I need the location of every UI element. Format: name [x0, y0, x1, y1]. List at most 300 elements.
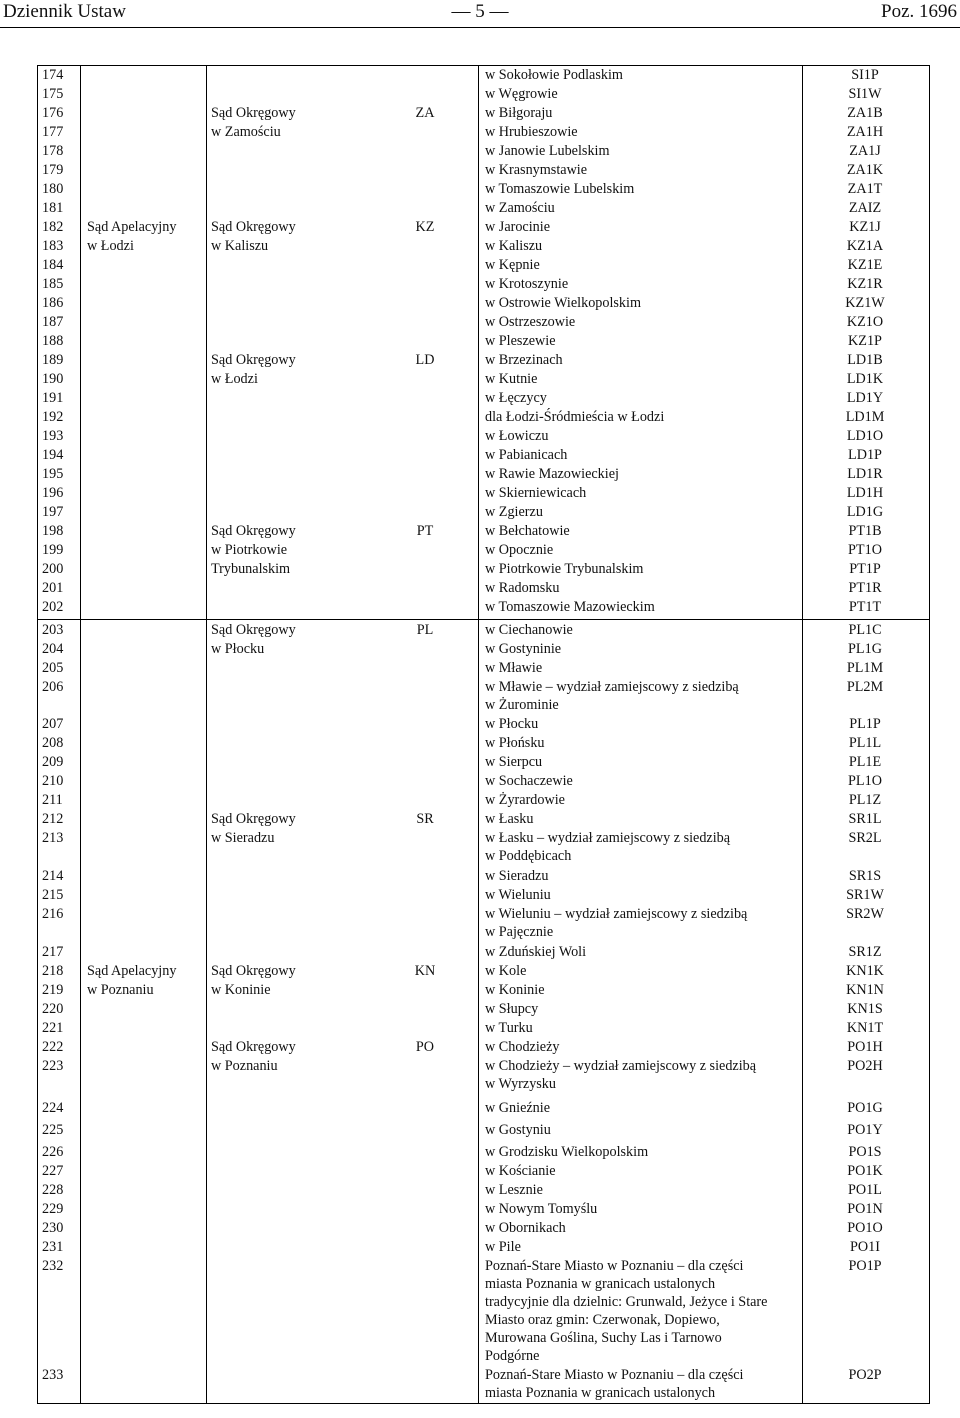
court-symbol: ZA1H: [846, 124, 884, 140]
district-court-name-line: w Pleszewie: [485, 333, 556, 349]
appeal-court: w Poznaniu: [87, 982, 154, 998]
regional-court: w Poznaniu: [211, 1058, 278, 1074]
court-symbol: KN1T: [846, 1020, 884, 1036]
district-court-name: [485, 522, 570, 540]
row-number: 223: [42, 1058, 64, 1074]
regional-court: w Sieradzu: [211, 830, 275, 846]
district-court-name: [485, 446, 567, 464]
table-row: [38, 1162, 929, 1181]
journal-title: Dziennik Ustaw: [3, 1, 126, 22]
court-symbol: PO2H: [847, 1058, 883, 1074]
table-row: [38, 142, 929, 161]
table-row: [38, 560, 929, 579]
row-number: 196: [42, 485, 64, 501]
district-court-name: [485, 640, 561, 658]
district-court-name-line: w Bełchatowie: [485, 523, 570, 539]
district-court-name: [485, 427, 548, 445]
table-row: [38, 981, 929, 1000]
row-number: 207: [42, 716, 64, 732]
table-row: [38, 678, 929, 715]
district-court-name: [485, 1121, 551, 1139]
header-rule: [0, 27, 960, 28]
district-court-name-line: w Zamościu: [485, 200, 555, 216]
row-number: 200: [42, 561, 64, 577]
district-court-name: [485, 1057, 756, 1093]
district-court-name: [485, 678, 739, 714]
row-number: 212: [42, 811, 64, 827]
district-court-name-line: w Płocku: [485, 716, 539, 732]
district-court-name: [485, 218, 550, 236]
court-symbol: PO1I: [850, 1239, 880, 1255]
district-court-name-line: w Chodzieży: [485, 1039, 560, 1055]
table-row: [38, 1038, 929, 1057]
row-number: 198: [42, 523, 64, 539]
court-symbol: LD1K: [846, 371, 884, 387]
court-code: ZA: [415, 105, 435, 121]
district-court-name-line: w Pabianicach: [485, 447, 568, 463]
regional-court: Sąd Okręgowy: [211, 811, 296, 827]
district-court-name: [485, 123, 578, 141]
district-court-name-line: w Łowiczu: [485, 428, 549, 444]
table-row: [38, 313, 929, 332]
district-court-name: [485, 886, 551, 904]
court-symbol: PO1H: [847, 1039, 883, 1055]
district-court-name-line: w Kaliszu: [485, 238, 543, 254]
court-symbol: ZAIZ: [848, 200, 882, 216]
row-number: 217: [42, 944, 64, 960]
district-court-name-line: w Opocznie: [485, 542, 554, 558]
row-number: 225: [42, 1122, 64, 1138]
district-court-name: [485, 810, 533, 828]
table-row: [38, 640, 929, 659]
district-court-name: [485, 1143, 648, 1161]
court-symbol: KZ1P: [848, 333, 882, 349]
row-number: 210: [42, 773, 64, 789]
district-court-name: [485, 313, 575, 331]
row-number: 191: [42, 390, 64, 406]
district-court-name: [485, 579, 559, 597]
court-symbol: KZ1E: [847, 257, 883, 273]
district-court-name: [485, 1366, 743, 1402]
row-number: 215: [42, 887, 64, 903]
district-court-name-line: w Mławie: [485, 660, 543, 676]
district-court-name-line: w Skierniewicach: [485, 485, 587, 501]
court-symbol: KZ1O: [846, 314, 884, 330]
regional-court: Sąd Okręgowy: [211, 523, 296, 539]
district-court-name: [485, 351, 563, 369]
table-row: [38, 1000, 929, 1019]
regional-court: Sąd Okręgowy: [211, 963, 296, 979]
court-symbol: PL1E: [848, 754, 882, 770]
row-number: 228: [42, 1182, 64, 1198]
district-court-name-line: w Słupcy: [485, 1001, 539, 1017]
row-number: 224: [42, 1100, 64, 1116]
district-court-name-line: w Chodzieży – wydział zamiejscowy z siedzibą: [485, 1058, 757, 1074]
table-row: [38, 886, 929, 905]
district-court-name: [485, 560, 643, 578]
row-number: 220: [42, 1001, 64, 1017]
court-code: PT: [416, 523, 434, 539]
table-row: [38, 1099, 929, 1121]
district-court-name-line: w Wieluniu: [485, 887, 551, 903]
district-court-name-line: w Krasnymstawie: [485, 162, 588, 178]
court-symbol: KN1S: [847, 1001, 883, 1017]
court-symbol: ZA1B: [847, 105, 883, 121]
court-symbol: PO1G: [847, 1100, 883, 1116]
appeal-court: w Łodzi: [87, 238, 134, 254]
row-number: 193: [42, 428, 64, 444]
row-number: 229: [42, 1201, 64, 1217]
district-court-name-line: w Kutnie: [485, 371, 538, 387]
district-court-name: [485, 659, 542, 677]
district-court-name-line: w Sierpcu: [485, 754, 543, 770]
district-court-name: [485, 981, 545, 999]
district-court-name-line: w Poddębicach: [485, 848, 572, 864]
table-row: [38, 351, 929, 370]
district-court-name: [485, 256, 540, 274]
row-number: 187: [42, 314, 64, 330]
court-symbol: PL1G: [848, 641, 882, 657]
district-court-name-line: w Kole: [485, 963, 527, 979]
district-court-name: [485, 294, 641, 312]
court-symbol: ZA1T: [847, 181, 883, 197]
district-court-name-line: Poznań-Stare Miasto w Poznaniu – dla części: [485, 1258, 744, 1274]
district-court-name: [485, 1000, 538, 1018]
district-court-name: [485, 791, 565, 809]
table-row: [38, 943, 929, 962]
district-court-name-line: w Kępnie: [485, 257, 540, 273]
court-symbol: KN1N: [846, 982, 884, 998]
table-row: [38, 1019, 929, 1038]
regional-court: w Koninie: [211, 982, 271, 998]
row-number: 201: [42, 580, 64, 596]
court-code: SR: [416, 811, 434, 827]
district-court-name-line: w Rawie Mazowieckiej: [485, 466, 619, 482]
court-symbol: PL1P: [849, 716, 881, 732]
court-symbol: LD1Y: [846, 390, 884, 406]
table-row: [38, 1057, 929, 1099]
district-court-name: [485, 541, 553, 559]
court-symbol: SR2L: [848, 830, 882, 846]
court-symbol: PL1Z: [848, 792, 882, 808]
table-row: [38, 522, 929, 541]
court-symbol: PO1L: [848, 1182, 882, 1198]
table-row: [38, 85, 929, 104]
row-number: 186: [42, 295, 64, 311]
district-court-name-line: w Obornikach: [485, 1220, 566, 1236]
row-number: 205: [42, 660, 64, 676]
court-symbol: SR1W: [846, 887, 884, 903]
district-court-name: [485, 503, 543, 521]
table-row: [38, 199, 929, 218]
table-row: [38, 332, 929, 351]
district-court-name-line: tradycyjnie dla dzielnic: Grunwald, Jeżyce i Stare: [485, 1294, 768, 1310]
regional-court: w Płocku: [211, 641, 265, 657]
district-court-name: [485, 1038, 559, 1056]
regional-court: w Kaliszu: [211, 238, 269, 254]
district-court-name-line: w Ostrzeszowie: [485, 314, 576, 330]
district-court-name-line: w Turku: [485, 1020, 533, 1036]
district-court-name-line: w Wyrzysku: [485, 1076, 556, 1092]
row-number: 182: [42, 219, 64, 235]
district-court-name-line: w Ostrowie Wielkopolskim: [485, 295, 642, 311]
district-court-name-line: w Lesznie: [485, 1182, 543, 1198]
district-court-name-line: w Jarocinie: [485, 219, 551, 235]
district-court-name: [485, 104, 552, 122]
table-row: [38, 104, 929, 123]
court-symbol: KZ1R: [847, 276, 883, 292]
table-row: [38, 753, 929, 772]
district-court-name: [485, 161, 587, 179]
district-court-name-line: w Sieradzu: [485, 868, 549, 884]
row-number: 181: [42, 200, 64, 216]
table-row: [38, 905, 929, 943]
court-symbol: PT1B: [848, 523, 882, 539]
district-court-name-line: w Wieluniu – wydział zamiejscowy z siedzibą: [485, 906, 748, 922]
district-court-name-line: w Hrubieszowie: [485, 124, 578, 140]
court-symbol: PO1P: [848, 1258, 882, 1274]
district-court-name-line: w Zgierzu: [485, 504, 543, 520]
district-court-name: [485, 484, 586, 502]
district-court-name: [485, 753, 542, 771]
table-row: [38, 370, 929, 389]
table-row: [38, 275, 929, 294]
district-court-name-line: Podgórne: [485, 1348, 540, 1364]
court-symbol: LD1O: [846, 428, 884, 444]
district-court-name: [485, 332, 556, 350]
district-court-name-line: Murowana Goślina, Suchy Las i Tarnowo: [485, 1330, 722, 1346]
district-court-name: [485, 1238, 521, 1256]
court-symbol: SI1P: [851, 67, 879, 83]
courts-table: [37, 65, 930, 1404]
district-court-name: [485, 1019, 533, 1037]
court-symbol: PL2M: [846, 679, 884, 695]
page-number: — 5 —: [451, 1, 509, 22]
district-court-name-line: dla Łodzi-Śródmieścia w Łodzi: [485, 409, 665, 425]
district-court-name: [485, 180, 634, 198]
court-symbol: PO1K: [847, 1163, 883, 1179]
court-symbol: SR1L: [848, 811, 882, 827]
row-number: 204: [42, 641, 64, 657]
district-court-name-line: Poznań-Stare Miasto w Poznaniu – dla części: [485, 1367, 744, 1383]
district-court-name-line: w Pajęcznie: [485, 924, 554, 940]
row-number: 188: [42, 333, 64, 349]
court-code: PL: [416, 622, 434, 638]
district-court-name: [485, 598, 655, 616]
court-symbol: PL1O: [848, 773, 882, 789]
table-row: [38, 598, 929, 618]
district-court-name-line: w Sokołowie Podlaskim: [485, 67, 623, 83]
row-number: 194: [42, 447, 64, 463]
court-symbol: KZ1W: [845, 295, 885, 311]
district-court-name: [485, 370, 537, 388]
table-row: [38, 829, 929, 867]
district-court-name-line: w Łęczycy: [485, 390, 547, 406]
district-court-name: [485, 465, 619, 483]
row-number: 231: [42, 1239, 64, 1255]
district-court-name-line: w Pile: [485, 1239, 521, 1255]
row-number: 199: [42, 542, 64, 558]
row-number: 197: [42, 504, 64, 520]
row-number: 190: [42, 371, 64, 387]
court-symbol: ZA1J: [849, 143, 881, 159]
table-row: [38, 256, 929, 275]
row-number: 218: [42, 963, 64, 979]
table-row: [38, 465, 929, 484]
row-number: 216: [42, 906, 64, 922]
table-row: [38, 1366, 929, 1403]
court-symbol: KN1K: [846, 963, 884, 979]
table-row: [38, 541, 929, 560]
court-symbol: PO1N: [847, 1201, 883, 1217]
court-code: LD: [415, 352, 435, 368]
district-court-name-line: w Żyrardowie: [485, 792, 565, 808]
page-header: [0, 0, 960, 26]
district-court-name-line: w Zduńskiej Woli: [485, 944, 587, 960]
court-code: KN: [414, 963, 436, 979]
district-court-name-line: w Mławie – wydział zamiejscowy z siedzibą: [485, 679, 739, 695]
table-row: [38, 1257, 929, 1366]
district-court-name: [485, 734, 545, 752]
district-court-name: [485, 1099, 550, 1117]
row-number: 174: [42, 67, 64, 83]
court-symbol: PT1O: [848, 542, 882, 558]
regional-court: w Zamościu: [211, 124, 281, 140]
table-row: [38, 389, 929, 408]
district-court-name: [485, 389, 547, 407]
court-symbol: PL1L: [848, 735, 882, 751]
district-court-name: [485, 237, 542, 255]
district-court-name: [485, 905, 747, 941]
court-symbol: LD1G: [846, 504, 884, 520]
court-symbol: PO1O: [847, 1220, 883, 1236]
district-court-name-line: w Tomaszowie Mazowieckim: [485, 599, 655, 615]
table-row: [38, 180, 929, 199]
district-court-name-line: w Płońsku: [485, 735, 545, 751]
court-symbol: KZ1A: [846, 238, 884, 254]
district-court-name: [485, 943, 586, 961]
table-row: [38, 621, 929, 640]
court-code: PO: [415, 1039, 435, 1055]
court-symbol: PO1Y: [847, 1122, 883, 1138]
row-number: 177: [42, 124, 64, 140]
appeal-court: Sąd Apelacyjny: [87, 219, 177, 235]
court-symbol: LD1P: [848, 447, 882, 463]
table-row: [38, 484, 929, 503]
district-court-name: [485, 867, 548, 885]
district-court-name: [485, 1200, 597, 1218]
district-court-name: [485, 142, 610, 160]
row-number: 221: [42, 1020, 64, 1036]
district-court-name: [485, 408, 664, 426]
court-symbol: PT1P: [849, 561, 881, 577]
row-number: 184: [42, 257, 64, 273]
district-court-name-line: w Krotoszynie: [485, 276, 569, 292]
row-number: 175: [42, 86, 64, 102]
district-court-name-line: w Gostyninie: [485, 641, 562, 657]
table-row: [38, 791, 929, 810]
district-court-name: [485, 1181, 543, 1199]
district-court-name-line: w Brzezinach: [485, 352, 563, 368]
district-court-name: [485, 85, 558, 103]
district-court-name-line: w Łasku: [485, 811, 534, 827]
district-court-name-line: w Koninie: [485, 982, 545, 998]
row-number: 211: [42, 792, 63, 808]
table-row: [38, 1238, 929, 1257]
row-number: 226: [42, 1144, 64, 1160]
district-court-name-line: w Gnieźnie: [485, 1100, 551, 1116]
district-court-name: [485, 66, 623, 84]
regional-court: Sąd Okręgowy: [211, 622, 296, 638]
table-row: [38, 1181, 929, 1200]
district-court-name-line: w Sochaczewie: [485, 773, 573, 789]
district-court-name-line: w Węgrowie: [485, 86, 558, 102]
court-symbol: SR1Z: [848, 944, 882, 960]
row-number: 233: [42, 1367, 64, 1383]
district-court-name-line: w Radomsku: [485, 580, 560, 596]
table-row: [38, 1219, 929, 1238]
regional-court: Sąd Okręgowy: [211, 105, 296, 121]
table-row: [38, 237, 929, 256]
table-row: [38, 503, 929, 522]
table-row: [38, 1121, 929, 1143]
table-row: [38, 123, 929, 142]
district-court-name: [485, 621, 573, 639]
row-number: 180: [42, 181, 64, 197]
district-court-name-line: w Ciechanowie: [485, 622, 573, 638]
row-number: 185: [42, 276, 64, 292]
district-court-name-line: w Żurominie: [485, 697, 559, 713]
row-number: 206: [42, 679, 64, 695]
regional-court: w Łodzi: [211, 371, 258, 387]
court-symbol: SR2W: [846, 906, 884, 922]
regional-court: Sąd Okręgowy: [211, 219, 296, 235]
court-code: KZ: [415, 219, 435, 235]
court-symbol: LD1M: [845, 409, 885, 425]
court-symbol: PL1M: [846, 660, 884, 676]
district-court-name-line: w Grodzisku Wielkopolskim: [485, 1144, 649, 1160]
row-number: 213: [42, 830, 64, 846]
table-row: [38, 962, 929, 981]
district-court-name: [485, 829, 730, 865]
table-row: [38, 218, 929, 237]
court-symbol: PO1S: [848, 1144, 882, 1160]
appeal-court: Sąd Apelacyjny: [87, 963, 177, 979]
table-row: [38, 734, 929, 753]
district-court-name-line: w Piotrkowie Trybunalskim: [485, 561, 644, 577]
court-symbol: LD1H: [846, 485, 884, 501]
court-symbol: SI1W: [848, 86, 882, 102]
court-symbol: PO2P: [848, 1367, 882, 1383]
court-symbol: PL1C: [848, 622, 882, 638]
district-court-name: [485, 1162, 556, 1180]
district-court-name: [485, 962, 526, 980]
row-number: 227: [42, 1163, 64, 1179]
table-row: [38, 66, 929, 85]
row-number: 232: [42, 1258, 64, 1274]
group-separator: [38, 619, 929, 620]
district-court-name: [485, 199, 555, 217]
row-number: 202: [42, 599, 64, 615]
table-row: [38, 294, 929, 313]
row-number: 209: [42, 754, 64, 770]
regional-court: Sąd Okręgowy: [211, 352, 296, 368]
table-row: [38, 1143, 929, 1162]
district-court-name-line: w Janowie Lubelskim: [485, 143, 610, 159]
table-row: [38, 659, 929, 678]
district-court-name-line: w Gostyniu: [485, 1122, 551, 1138]
district-court-name-line: miasta Poznania w granicach ustalonych: [485, 1385, 716, 1401]
